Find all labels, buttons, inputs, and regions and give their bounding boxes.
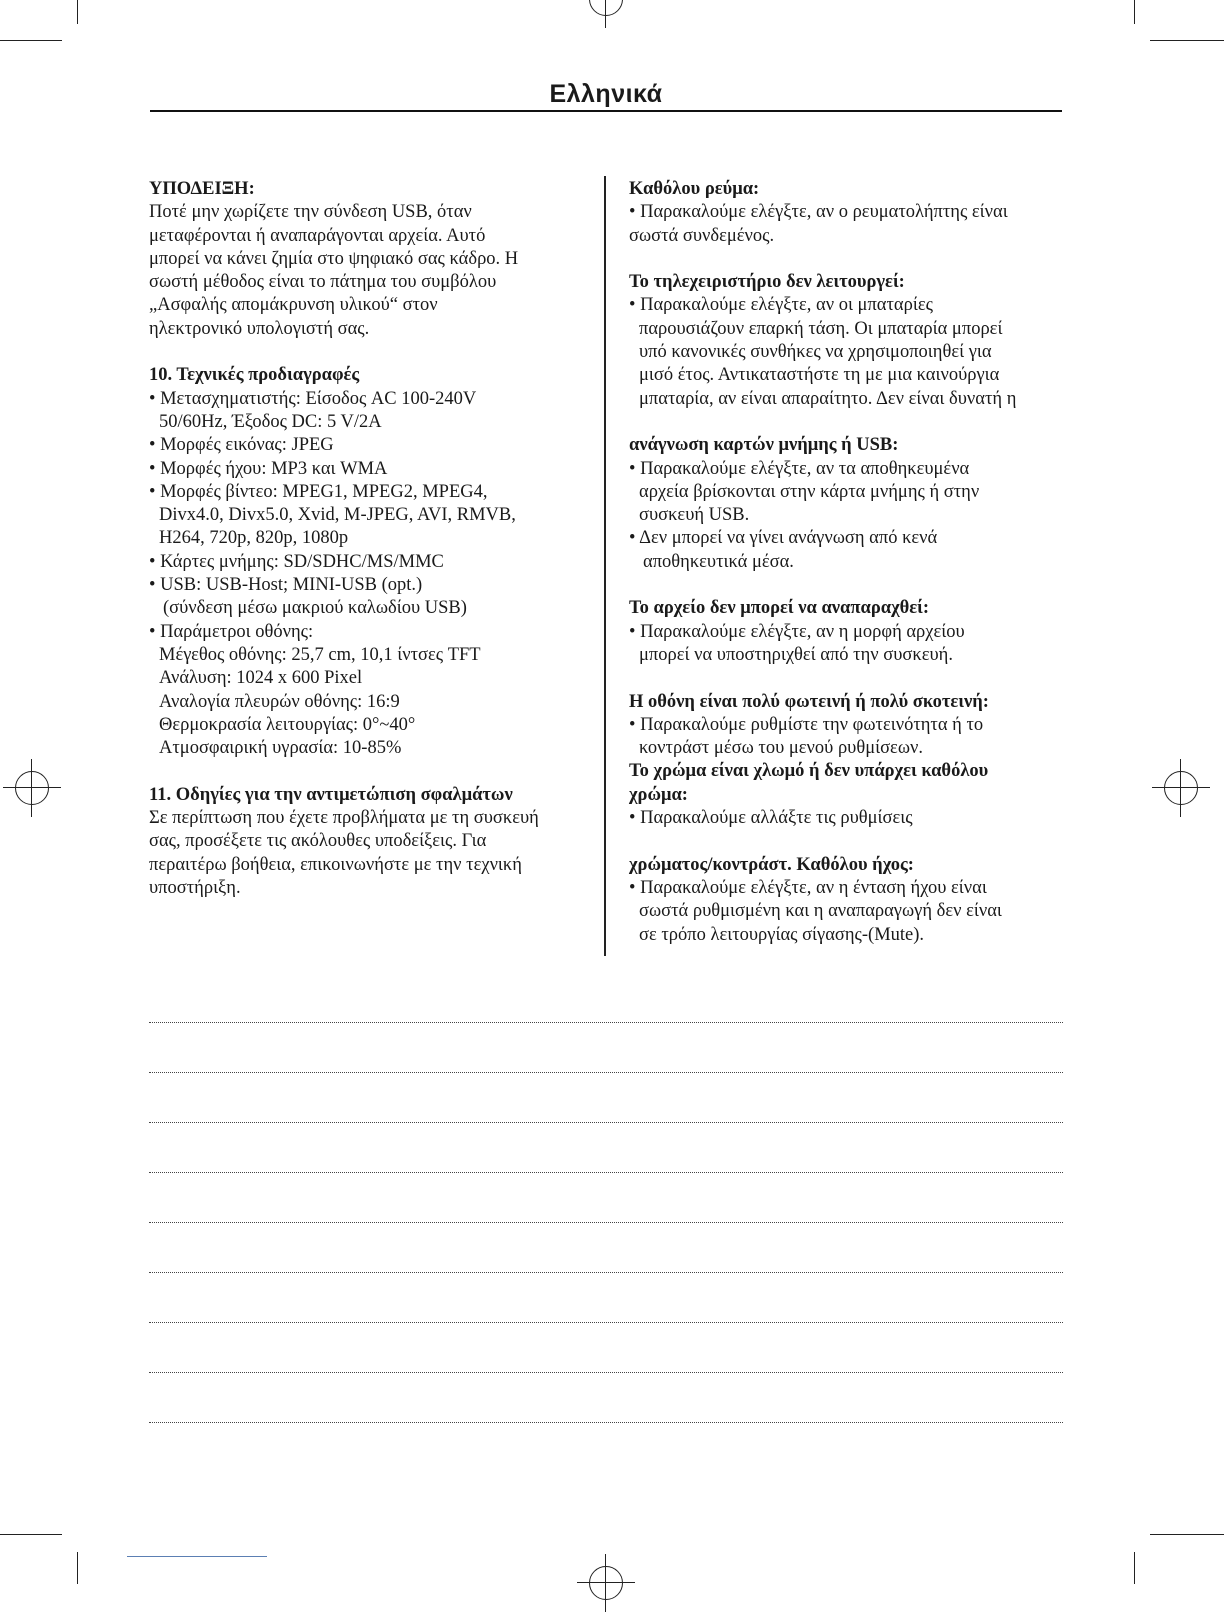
- registration-mark-left: [15, 771, 49, 805]
- text-line: μισό έτος. Αντικαταστήστε τη με μια καινούργια: [639, 365, 1000, 386]
- text-line: • Μετασχηματιστής: Είσοδος AC 100-240V: [149, 388, 477, 409]
- text-line: κοντράστ μέσω του μενού ρυθμίσεων.: [639, 738, 923, 759]
- text-line: μεταφέρονται ή αναπαράγονται αρχεία. Αυτό: [149, 225, 486, 246]
- text-line: σε τρόπο λειτουργίας σίγασης-(Mute).: [639, 924, 925, 945]
- note-line: [149, 1172, 1063, 1173]
- text-line: • Μορφές εικόνας: JPEG: [149, 435, 334, 456]
- text-line: „Ασφαλής απομάκρυνση υλικού“ στον: [149, 295, 438, 316]
- section-heading: ανάγνωση καρτών μνήμης ή USB:: [629, 435, 899, 456]
- crop-mark: [77, 0, 78, 24]
- text-line: σωστή μέθοδος είναι το πάτημα του συμβόλου: [149, 272, 497, 293]
- note-line: [149, 1222, 1063, 1223]
- crop-mark: [0, 1534, 62, 1535]
- text-line: • Παρακαλούμε ελέγξτε, αν η ένταση ήχου είναι: [629, 877, 987, 898]
- text-line: παρουσιάζουν επαρκή τάση. Οι μπαταρία μπορεί: [639, 318, 1003, 339]
- right-column: [629, 178, 1074, 947]
- text-line: H264, 720p, 820p, 1080p: [159, 528, 349, 549]
- section-heading: Η οθόνη είναι πολύ φωτεινή ή πολύ σκοτεινή:: [629, 691, 989, 712]
- spacer: [629, 830, 1074, 853]
- text-line: • USB: USB-Host; MINI-USB (opt.): [149, 575, 423, 596]
- text-line: Divx4.0, Divx5.0, Xvid, M-JPEG, AVI, RMVB,: [159, 505, 516, 526]
- text-line: σωστά συνδεμένος.: [629, 225, 775, 246]
- text-line: 50/60Hz, Έξοδος DC: 5 V/2A: [159, 411, 382, 432]
- registration-mark-top: [589, 0, 623, 16]
- left-column: [149, 178, 589, 900]
- crop-mark: [0, 40, 62, 41]
- text-line: (σύνδεση μέσω μακριού καλωδίου USB): [163, 598, 467, 619]
- note-line: [149, 1272, 1063, 1273]
- text-line: • Παράμετροι οθόνης:: [149, 621, 314, 642]
- text-line: μπαταρία, αν είναι απαραίτητο. Δεν είναι δυνατή η: [639, 388, 1017, 409]
- text-line: • Κάρτες μνήμης: SD/SDHC/MS/MMC: [149, 551, 444, 572]
- column-divider: [604, 176, 606, 956]
- registration-mark-bottom: [589, 1566, 623, 1600]
- text-line: • Δεν μπορεί να γίνει ανάγνωση από κενά: [629, 528, 938, 549]
- page-title: Ελληνικά: [549, 80, 663, 108]
- crop-mark: [77, 1552, 78, 1584]
- text-line: Ανάλυση: 1024 x 600 Pixel: [159, 668, 363, 689]
- text-line: περαιτέρω βοήθεια, επικοινωνήστε με την τεχνική: [149, 854, 522, 875]
- text-line: • Παρακαλούμε ελέγξτε, αν οι μπαταρίες: [629, 295, 933, 316]
- text-line: Ποτέ μην χωρίζετε την σύνδεση USB, όταν: [149, 202, 472, 223]
- footer-rule: [127, 1556, 267, 1557]
- crop-mark: [1150, 1534, 1224, 1535]
- section-heading: χρώματος/κοντράστ. Καθόλου ήχος:: [629, 854, 914, 875]
- text-line: μπορεί να κάνει ζημία στο ψηφιακό σας κάδρο. Η: [149, 248, 519, 269]
- section-heading: Το χρώμα είναι χλωμό ή δεν υπάρχει καθόλου: [629, 761, 989, 782]
- spacer: [629, 248, 1074, 271]
- registration-mark-right: [1164, 771, 1198, 805]
- text-line: συσκευή USB.: [639, 505, 750, 526]
- spacer: [629, 411, 1074, 434]
- section-heading: ΥΠΟΔΕΙΞΗ:: [149, 179, 255, 199]
- text-line: Σε περίπτωση που έχετε προβλήματα με τη συσκευή: [149, 808, 539, 829]
- text-line: σας, προσέξετε τις ακόλουθες υποδείξεις. Για: [149, 831, 487, 852]
- spacer: [149, 341, 589, 364]
- note-line: [149, 1122, 1063, 1123]
- text-line: αρχεία βρίσκονται στην κάρτα μνήμης ή στην: [639, 481, 980, 502]
- section-heading: Το αρχείο δεν μπορεί να αναπαραχθεί:: [629, 598, 930, 619]
- text-line: Μέγεθος οθόνης: 25,7 cm, 10,1 ίντσες TFT: [159, 644, 481, 665]
- text-line: • Παρακαλούμε ελέγξτε, αν ο ρευματολήπτης είναι: [629, 202, 1008, 223]
- text-line: • Μορφές βίντεο: MPEG1, MPEG2, MPEG4,: [149, 481, 488, 502]
- text-line: σωστά ρυθμισμένη και η αναπαραγωγή δεν είναι: [639, 901, 1002, 922]
- text-line: • Παρακαλούμε ρυθμίστε την φωτεινότητα ή το: [629, 714, 984, 735]
- crop-mark: [1150, 40, 1224, 41]
- spacer: [629, 667, 1074, 690]
- text-line: υπό κανονικές συνθήκες να χρησιμοποιηθεί για: [639, 342, 992, 363]
- text-line: • Μορφές ήχου: MP3 και WMA: [149, 458, 388, 479]
- crop-mark: [1134, 1552, 1135, 1584]
- text-line: μπορεί να υποστηριχθεί από την συσκευή.: [639, 644, 953, 665]
- note-line: [149, 1422, 1063, 1423]
- text-line: • Παρακαλούμε ελέγξτε, αν τα αποθηκευμένα: [629, 458, 970, 479]
- note-line: [149, 1022, 1063, 1023]
- text-line: Αναλογία πλευρών οθόνης: 16:9: [159, 691, 400, 712]
- section-heading: Καθόλου ρεύμα:: [629, 179, 760, 199]
- spacer: [629, 574, 1074, 597]
- text-line: • Παρακαλούμε ελέγξτε, αν η μορφή αρχείου: [629, 621, 965, 642]
- text-line: αποθηκευτικά μέσα.: [643, 551, 794, 572]
- text-line: ηλεκτρονικό υπολογιστή σας.: [149, 318, 370, 339]
- section-heading: 10. Τεχνικές προδιαγραφές: [149, 365, 360, 386]
- note-line: [149, 1072, 1063, 1073]
- note-line: [149, 1322, 1063, 1323]
- text-line: Θερμοκρασία λειτουργίας: 0°~40°: [159, 714, 416, 735]
- section-heading: Το τηλεχειριστήριο δεν λειτουργεί:: [629, 272, 905, 293]
- text-line: • Παρακαλούμε αλλάξτε τις ρυθμίσεις: [629, 808, 913, 829]
- section-heading: 11. Οδηγίες για την αντιμετώπιση σφαλμάτων: [149, 784, 513, 805]
- note-line: [149, 1372, 1063, 1373]
- header-rule: [150, 110, 1062, 112]
- text-line: Ατμοσφαιρική υγρασία: 10-85%: [159, 738, 402, 759]
- text-line: υποστήριξη.: [149, 877, 241, 898]
- section-heading: χρώμα:: [629, 784, 688, 805]
- spacer: [149, 760, 589, 783]
- crop-mark: [1134, 0, 1135, 24]
